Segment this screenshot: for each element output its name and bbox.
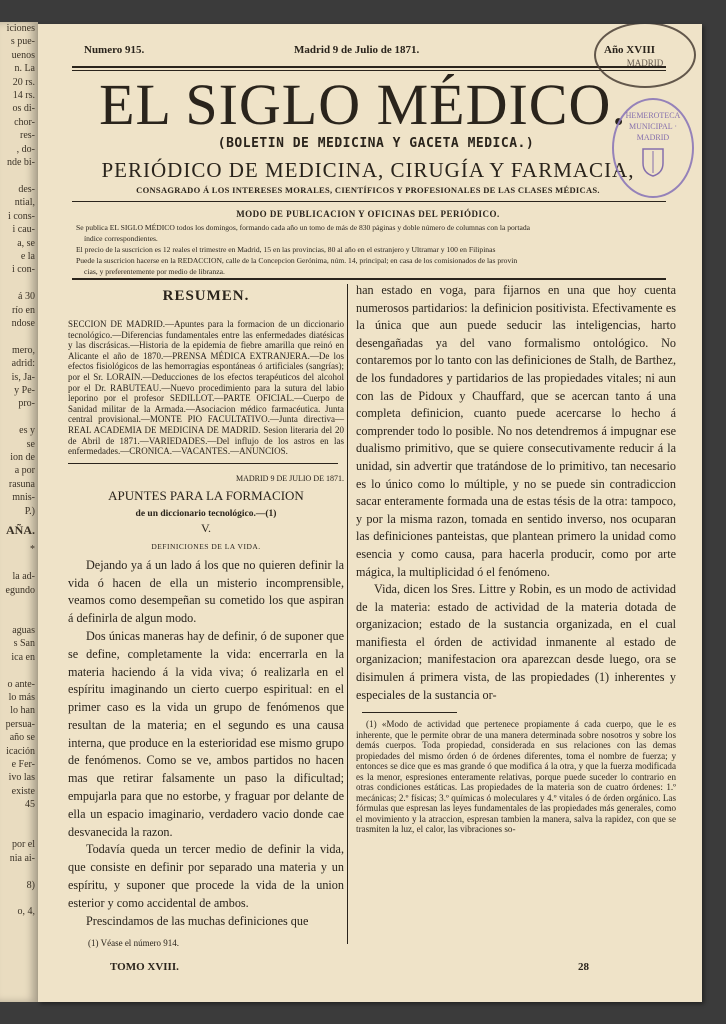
hemeroteca-stamp-text: HEMEROTECA MUNICIPAL · MADRID [625, 111, 681, 142]
subtitle-consagrado: CONSAGRADO Á LOS INTERESES MORALES, CIENTÍFICOS Y PROFESIONALES DE LAS CLASES MÉDICAS. [136, 185, 600, 195]
article-paragraph: han estado en voga, para fijarnos en una que hoy cuenta numerosos partidarios: la definicion positivista. Efectivamente es la única que aun puede seducir las inteligencias, harto desengañadas ya del vano formalismo ontológico. No contaremos por lo tanto con las definiciones de Stalh, de Barthez, de los fundadores y partidarios de las propiedades vitales; ni aun con las de Pidoux y Chauffard, que se acercan tanto á una completa definicion, cuanto puede acercarse lo hecho á comprender todo lo posible. No nos detendremos á impugnar ese dualismo primitivo, que se quiere consecutivamente reducir á la unidad, sin advertir que tratándose de lo primitivo, tan necesario es lo único como lo múltiple, y no se puede sin contradiccion sacar enteramente formada una de estas tésis de la otra: tampoco, y por la misma razon, tomada en sentido inverso, nos ocuparan las definiciones panteistas, que plantean primero la unidad como esencia y como causa, para hacerla producir, como por arte mágica, la multiplicidad ó el fenómeno. [356, 283, 676, 579]
adjacent-page-line [0, 865, 38, 878]
adjacent-page-line: lo han [10, 705, 35, 717]
article-body-left [68, 557, 344, 931]
coat-of-arms-icon [641, 147, 665, 177]
adjacent-page-line [0, 825, 38, 838]
adjacent-page-line: e Fer- [11, 758, 35, 770]
adjacent-page-line: ion de [10, 452, 35, 463]
issue-date: Madrid 9 de Julio de 1871. [294, 44, 420, 56]
article-paragraph: Dos únicas maneras hay de definir, ó de suponer que se define, completamente la vida: encerrarla en la materia haciendo á la vida viva; ó realizarla en el espíritu imaginando un cierto cuerpo espiritual: en el primer caso es la vida un grupo de fenómenos que resultan de la materia; en el segundo es una causa interna, que produce en la esterioridad ese mismo grupo de fenómenos. Como se ve, ambos partidos no hacen mas que retirar falsamente un paso la dificultad; empujarla para que no estorbe, y fraguar por delante de ella un espacio imaginario, verdadero vacio donde cae desvanecida la razon. [68, 628, 344, 839]
adjacent-page-line: 8) [26, 879, 35, 891]
adjacent-page-line: 45 [25, 799, 35, 811]
adjacent-page-line: por el [11, 839, 35, 851]
publication-info-title: MODO DE PUBLICACION Y OFICINAS DEL PERIÓDICO. [236, 209, 500, 219]
adjacent-page-line: nia ai- [9, 852, 35, 864]
publication-line: Se publica EL SIGLO MÉDICO todos los domingos, formando cada año un tomo de más de 830 páginas y doble número de columnas con la portada [76, 223, 530, 232]
subtitle-boletin: (BOLETIN DE MEDICINA Y GACETA MEDICA.) [217, 136, 535, 151]
adjacent-page-line [0, 610, 38, 623]
publication-line: El precio de la suscricion es 12 reales el trimestre en Madrid, 15 en las provincias, 80 al año en el estranjero y Ultramar y 100 en Filipinas [76, 245, 496, 254]
adjacent-page-line [0, 597, 38, 610]
adjacent-page-line: río en [11, 304, 35, 316]
adjacent-page-line: mero, [11, 344, 35, 356]
adjacent-page-line: * [30, 544, 35, 556]
publication-line: índice correspondientes. [84, 234, 158, 243]
publication-line: Puede la suscricion hacerse en la REDACCION, calle de la Concepcion Gerónima, núm. 14, principal; en casa de los comisionados de las provin [76, 256, 518, 265]
resumen-title: RESUMEN. [162, 288, 250, 304]
adjacent-page-line [0, 277, 38, 290]
publication-info-text [76, 222, 676, 277]
newspaper-title: EL SIGLO MÉDICO. [99, 72, 627, 137]
adjacent-page-line: y Pe- [14, 384, 35, 396]
adjacent-page-line: i cons- [8, 210, 35, 222]
adjacent-page-line: ndose [11, 317, 35, 329]
adjacent-page-line [0, 892, 38, 905]
adjacent-page-line: egundo [5, 584, 35, 596]
adjacent-page-line: o ante- [7, 678, 35, 690]
resumen-text: SECCION DE MADRID.—Apuntes para la formacion de un diccionario tecnológico.—Diferencias fundamentales entre las enfermedades diatésicas y las discrásicas.—Historia de la epidemia de fiebre amarilla que reinó en Alicante el año de 1870.—PRENSA MÉDICA EXTRANJERA.—De los efectos fisiológicos de las hemorragias espontáneas ó artificiales (sangrías); por el Sr. LORAIN.—Deducciones de los efectos terapéuticos del alcohol por el Dr. RABUTEAU.—Nuevo procedimiento para la sutura del labio leporino por el profesor SEDILLOT.—PARTE OFICIAL.—Cuerpo de Sanidad militar de la Armada.—Asociacion médico farmacéutica. Junta central provisional.—MONTE PIO FACULTATIVO.—Junta directiva—REAL ACADEMIA DE MEDICINA DE MADRID. Sesion literaria del 20 de Abril de 1871.—VARIEDADES.—Del influjo de los astros en las enfermedades.—CRONICA.—VACANTES.—ANUNCIOS. [68, 319, 344, 457]
article-paragraph: Vida, dicen los Sres. Littre y Robin, es un modo de actividad de la materia: estado de actividad de la materia dotada de organizacion; estado de la sustancia organizada, en el cual manifiesta el órden de actividad inmanente al estado de organizacion; manifestacion ora aparezcan desde luego, ora se disimulen á primera vista, de las propiedades (1) inherentes y especiales de la sustancia or- [356, 582, 676, 702]
adjacent-page-fragment [0, 22, 38, 1002]
adjacent-page-line: os di- [12, 103, 35, 115]
subtitle-periodico: PERIÓDICO DE MEDICINA, CIRUGÍA Y FARMACIA, [101, 158, 635, 182]
adjacent-page-line: ivo las [8, 772, 35, 784]
adjacent-page-line: icación [6, 745, 35, 757]
adjacent-page-line: res- [20, 130, 35, 142]
adjacent-page-line: chor- [14, 116, 35, 128]
adjacent-page-line: nde bi- [6, 157, 35, 169]
adjacent-page-line: i cau- [12, 224, 35, 236]
adjacent-page-line: s San [13, 638, 35, 650]
publication-line: cias, y preferentemente por medio de libranza. [84, 267, 225, 276]
adjacent-page-line [0, 411, 38, 424]
newspaper-page [38, 24, 702, 1002]
adjacent-page-lines-bottom [0, 543, 38, 918]
adjacent-page-line [0, 169, 38, 182]
page-number: 28 [578, 961, 589, 973]
article-date: MADRID 9 DE JULIO DE 1871. [236, 473, 344, 483]
article-paragraph: Dejando ya á un lado á los que no quieren definir la vida ó hacen de ella un misterio incomprensible, veamos como desempeñan su cometido los que aspiran á definirla de algun modo. [68, 557, 344, 626]
volume-label: TOMO XVIII. [110, 961, 179, 973]
adjacent-page-line: aguas [12, 624, 35, 636]
adjacent-page-line: i con- [11, 264, 35, 276]
adjacent-page-line: existe [11, 785, 35, 797]
adjacent-page-line: persua- [5, 718, 35, 730]
adjacent-page-line: se [26, 438, 35, 450]
hemeroteca-stamp [612, 98, 694, 198]
adjacent-page-line: o, 4, [17, 906, 35, 918]
adjacent-page-line: lo más [8, 691, 35, 703]
adjacent-page-line: is, Ja- [11, 371, 35, 383]
adjacent-page-line: n. La [14, 63, 35, 75]
masthead-rule-top-thin [72, 70, 666, 71]
adjacent-page-line: pro- [18, 398, 35, 410]
adjacent-page-line [0, 557, 38, 570]
library-stamp-ink-text: MADRID [626, 58, 664, 68]
adjacent-page-line: des- [18, 183, 35, 195]
adjacent-page-line: rasuna [8, 478, 35, 490]
adjacent-page-line: la ad- [12, 571, 35, 583]
adjacent-page-line [0, 664, 38, 677]
adjacent-page-line: 14 rs. [12, 90, 35, 102]
adjacent-page-line: ntial, [14, 197, 35, 209]
adjacent-page-line: ica en [11, 651, 35, 663]
issue-year: Año XVIII [604, 44, 656, 56]
masthead-rule-top [72, 66, 666, 68]
article-title: APUNTES PARA LA FORMACION [108, 487, 304, 503]
right-footnote: (1) «Modo de actividad que pertenece propiamente á cada cuerpo, que le es inherente, que le permite obrar de una manera determinada sobre nosotros y sobre los demás cuerpos. Toda propiedad, considerada en sus relaciones con las demas propiedades del mismo órden ó de órdenes diferentes, toma el nombre de fuerza; y entonces se dice que es mas grande ó que modifica á la otra, y que la fuerza modificada es la menor, espresiones enteramente relativas, porque puede suceder lo contrario en otras condiciones estáticas. Las propiedades de la materia son de cuatro órdenes: 1.º mecánicas; 2.º físicas; 3.º químicas ó moleculares y 4.º vitales ó de órden orgánico. Las fórmulas que espresan las leyes fundamentales de las propiedades más generales, como el movimiento y la atraccion, espresan tambien la manera, salva la rapidez, con que se trasmiten la luz, el calor, las vibraciones so- [356, 719, 676, 835]
masthead-rule-mid [72, 201, 666, 202]
article-body-right [356, 282, 676, 704]
article-section-heading: DEFINICIONES DE LA VIDA. [151, 541, 261, 551]
article-part-number: V. [200, 520, 212, 535]
adjacent-page-line: iciones [6, 23, 35, 34]
adjacent-page-line: año se [9, 732, 35, 744]
column-divider [347, 284, 348, 944]
left-column [68, 282, 344, 948]
article-subtitle: de un diccionario tecnológico.—(1) [135, 508, 277, 519]
adjacent-page-line: a por [14, 465, 35, 477]
resumen-rule [68, 463, 338, 464]
footnote-rule [362, 712, 457, 713]
adjacent-page-line: e la [20, 250, 35, 262]
adjacent-page-line: adrid: [11, 358, 35, 370]
adjacent-page-line: uenos [11, 49, 35, 61]
right-column [356, 282, 676, 835]
adjacent-page-line [0, 330, 38, 343]
adjacent-page-line: a, se [17, 237, 35, 249]
adjacent-page-line: á 30 [18, 291, 35, 303]
adjacent-page-line: , do- [16, 143, 35, 155]
adjacent-page-line: 20 rs. [12, 76, 35, 88]
issue-number: Numero 915. [84, 44, 145, 56]
article-paragraph: Prescindamos de las muchas definiciones que [86, 913, 309, 928]
adjacent-page-line [0, 812, 38, 825]
adjacent-page-line: mnis- [12, 492, 35, 504]
adjacent-page-line: es y [19, 425, 35, 437]
adjacent-page-lines-top [0, 22, 38, 518]
library-stamp-ink [594, 24, 696, 88]
adjacent-page-line: s pue- [10, 36, 35, 48]
adjacent-page-heading: AÑA. [6, 523, 35, 538]
adjacent-page-line: P.) [24, 505, 35, 517]
publication-rule-bottom [72, 278, 666, 280]
article-paragraph: Todavía queda un tercer medio de definir la vida, que consiste en definir por separado una materia y un espíritu, y suponer que procede la vida de la union esterior y como accidental de ambos. [68, 842, 344, 910]
left-footnote: (1) Véase el número 914. [88, 938, 180, 949]
